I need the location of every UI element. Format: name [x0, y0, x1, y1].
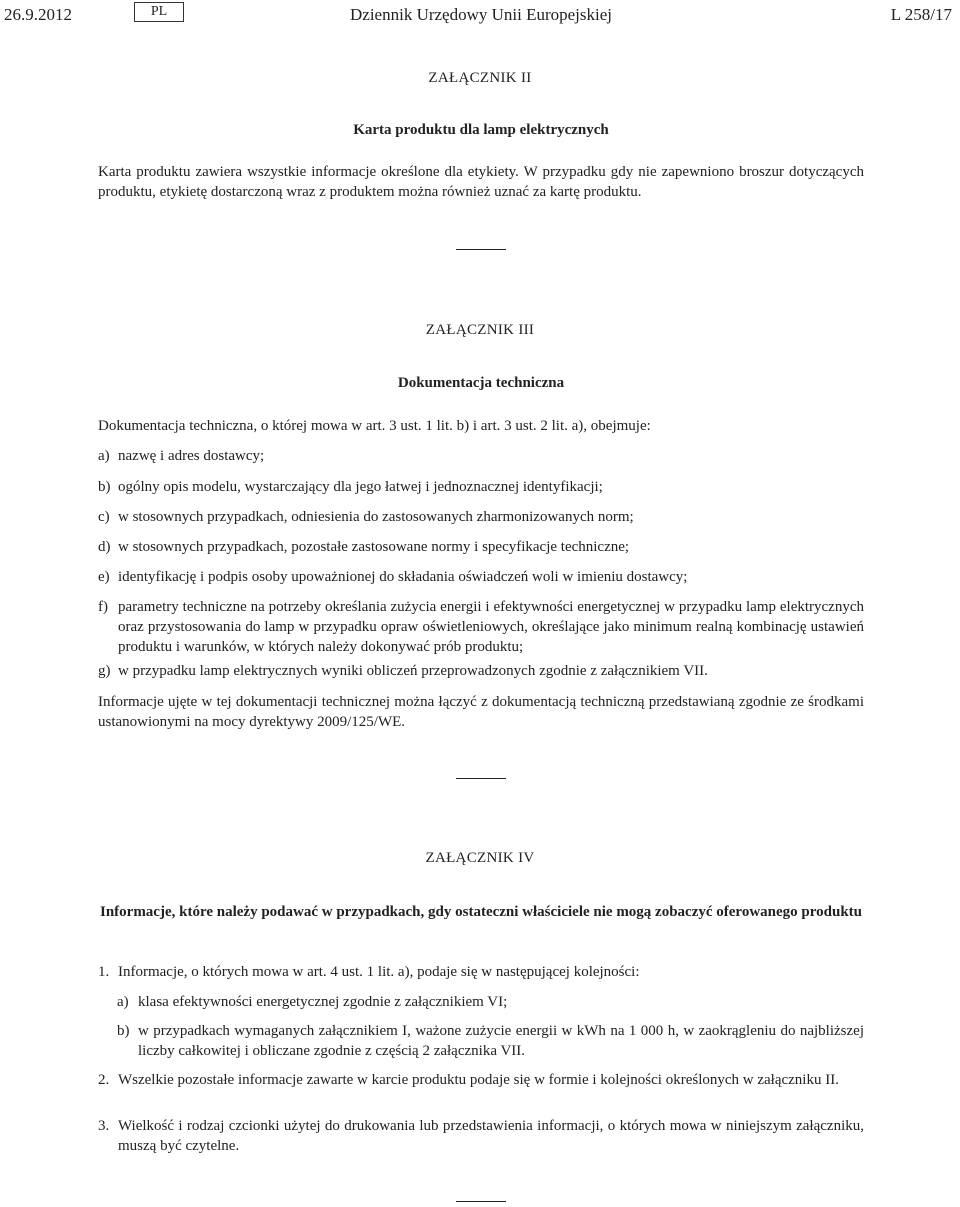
list-item: [98, 661, 864, 681]
page-reference: L 258/17: [890, 5, 952, 24]
list-item-text: identyfikację i podpis osoby upoważnionej do składania oświadczeń woli w imieniu dostawcy;: [118, 569, 688, 585]
list-item-label: d): [98, 539, 111, 555]
list-item-text: nazwę i adres dostawcy;: [118, 448, 265, 464]
point-text: Wielkość i rodzaj czcionki użytej do drukowania lub przedstawienia informacji, o których mowa w niniejszym załączniku, muszą być czytelne.: [118, 1118, 864, 1154]
list-item: [98, 567, 864, 587]
numbered-point: [98, 1116, 864, 1156]
list-item-label: g): [98, 663, 111, 679]
sub-item: [117, 1021, 864, 1061]
list-item-label: c): [98, 509, 110, 525]
point-number: 3.: [98, 1118, 110, 1134]
sub-item-label: a): [117, 994, 129, 1010]
annex-4-title: ZAŁĄCZNIK IV: [425, 850, 535, 866]
list-item: [98, 537, 864, 557]
point-number: 2.: [98, 1072, 110, 1088]
sub-item: [117, 992, 864, 1012]
numbered-point: [98, 962, 864, 982]
sub-item-text: klasa efektywności energetycznej zgodnie z załącznikiem VI;: [138, 994, 508, 1010]
list-item-label: a): [98, 448, 110, 464]
list-item: [98, 477, 864, 497]
numbered-point: [98, 1070, 864, 1090]
list-item-text: w stosownych przypadkach, pozostałe zastosowane normy i specyfikacje techniczne;: [118, 539, 630, 555]
journal-title: Dziennik Urzędowy Unii Europejskiej: [350, 5, 613, 24]
language-badge: PL: [134, 2, 184, 22]
point-text: Wszelkie pozostałe informacje zawarte w karcie produktu podaje się w formie i kolejności określonych w załączniku II.: [118, 1072, 839, 1088]
point-text: Informacje, o których mowa w art. 4 ust. 1 lit. a), podaje się w następującej kolejności:: [118, 964, 640, 980]
publication-date: 26.9.2012: [4, 5, 72, 24]
list-item: [98, 597, 864, 657]
annex-2-text: Karta produktu zawiera wszystkie informacje określone dla etykiety. W przypadku gdy nie zapewniono broszur dotyczących produktu, etykietę dostarczoną wraz z produktem można również uznać za kartę produktu.: [98, 164, 864, 200]
section-divider: [456, 1201, 506, 1202]
annex-3-closing: Informacje ujęte w tej dokumentacji technicznej można łączyć z dokumentacją techniczną przedstawianą zgodnie ze środkami ustanowionymi na mocy dyrektywy 2009/125/WE.: [98, 694, 864, 730]
section-divider: [456, 778, 506, 779]
point-number: 1.: [98, 964, 110, 980]
annex-3-heading: Dokumentacja techniczna: [397, 375, 565, 391]
list-item-text: w przypadku lamp elektrycznych wyniki obliczeń przeprowadzonych zgodnie z załącznikiem VII.: [118, 663, 708, 679]
annex-3-title: ZAŁĄCZNIK III: [425, 322, 535, 338]
list-item: [98, 507, 864, 527]
list-item-label: f): [98, 599, 108, 615]
list-item-text: w stosownych przypadkach, odniesienia do zastosowanych zharmonizowanych norm;: [118, 509, 634, 525]
annex-3-intro: Dokumentacja techniczna, o której mowa w art. 3 ust. 1 lit. b) i art. 3 ust. 2 lit. a), obejmuje:: [98, 418, 651, 434]
annex-2-heading: Karta produktu dla lamp elektrycznych: [353, 122, 609, 138]
sub-item-text: w przypadkach wymaganych załącznikiem I, ważone zużycie energii w kWh na 1 000 h, w zaokrągleniu do najbliższej liczby całkowitej i obliczane zgodnie z częścią 2 załącznika VII.: [138, 1023, 864, 1059]
list-item-text: parametry techniczne na potrzeby określania zużycia energii i efektywności energetycznej w przypadku lamp elektrycznych oraz przystosowania do lamp w przypadku opraw oświetleniowych, określające jako minimum realną kombinację ustawień produktu i warunków, w których należy dokonywać prób produktu;: [118, 599, 864, 655]
sub-item-label: b): [117, 1023, 130, 1039]
section-divider: [456, 249, 506, 250]
list-item-label: b): [98, 479, 111, 495]
annex-4-heading: Informacje, które należy podawać w przypadkach, gdy ostateczni właściciele nie mogą zobaczyć oferowanego produktu: [99, 904, 862, 920]
list-item-label: e): [98, 569, 110, 585]
list-item: [98, 446, 864, 466]
annex-2-title: ZAŁĄCZNIK II: [428, 70, 532, 86]
list-item-text: ogólny opis modelu, wystarczający dla jego łatwej i jednoznacznej identyfikacji;: [118, 479, 603, 495]
